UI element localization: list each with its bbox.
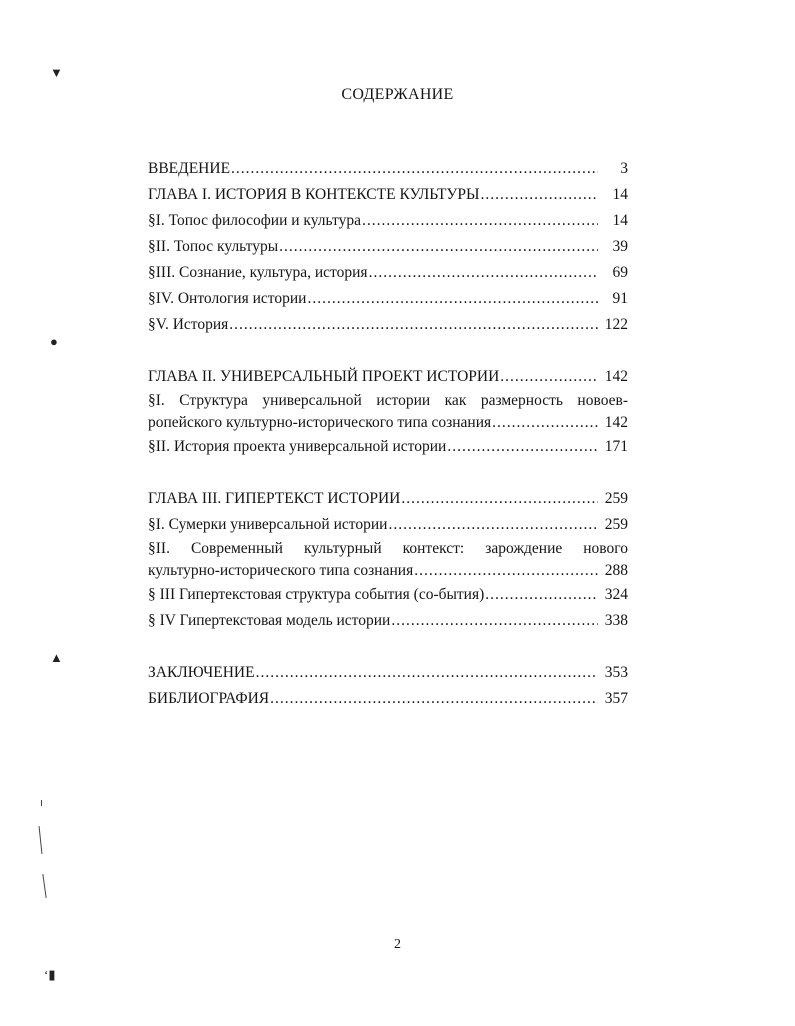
toc-entry-page: 288 [604, 562, 628, 579]
dot-leader [256, 660, 598, 686]
toc-entry-page: 3 [620, 160, 628, 177]
scan-artifact-mark: ● [50, 334, 58, 349]
toc-entry-page: 39 [612, 238, 628, 255]
dot-leader [307, 286, 598, 312]
toc-entry-page: 69 [612, 264, 628, 281]
toc-entry-page: 259 [604, 490, 628, 507]
toc-entry-page: 91 [612, 290, 628, 307]
toc-entry-label: §I. Сумерки универсальной истории [148, 516, 388, 533]
spacer [148, 634, 628, 660]
scan-artifact-mark: ‘▮ [44, 967, 56, 982]
toc-entry-ch3-section-1 [148, 512, 628, 538]
toc-entry-ch1-section-2 [148, 234, 628, 260]
toc-entry-label: § IV Гипертекстовая модель истории [148, 612, 391, 629]
dot-leader [270, 686, 598, 712]
spacer [148, 338, 628, 364]
toc-entry-label: §I. Топос философии и культура [148, 212, 361, 229]
toc-entry-page: 338 [604, 612, 628, 629]
toc-entry-label: БИБЛИОГРАФИЯ [148, 690, 270, 707]
toc-entry-page: 353 [604, 664, 628, 681]
toc-entry-label: ГЛАВА III. ГИПЕРТЕКСТ ИСТОРИИ [148, 490, 401, 507]
table-of-contents [148, 156, 628, 712]
scan-artifact-mark: ▼ [50, 65, 63, 80]
toc-entry-chapter-1 [148, 182, 628, 208]
toc-entry-label-line-2: культурно-исторического типа сознания [148, 562, 414, 579]
toc-entry-ch1-section-1 [148, 208, 628, 234]
dot-leader [481, 182, 598, 208]
toc-entry-label: § III Гипертекстовая структура события (со-бытия) [148, 586, 485, 603]
toc-entry-label: ГЛАВА II. УНИВЕРСАЛЬНЫЙ ПРОЕКТ ИСТОРИИ [148, 368, 500, 385]
toc-entry-label-line-1: §II. Современный культурный контекст: зарождение нового [148, 540, 628, 557]
scan-artifact-stroke [39, 826, 43, 854]
dot-leader [500, 364, 598, 390]
dot-leader [279, 234, 598, 260]
scan-artifact-mark: ▲ [50, 650, 63, 665]
toc-entry-ch2-section-2 [148, 434, 628, 460]
toc-entry-label: §V. История [148, 316, 229, 333]
dot-leader [369, 260, 598, 286]
toc-entry-label: §II. История проекта универсальной истории [148, 438, 447, 455]
dot-leader [447, 434, 598, 460]
dot-leader [388, 512, 598, 538]
dot-leader [362, 208, 598, 234]
toc-entry-bibliography [148, 686, 628, 712]
spacer [148, 460, 628, 486]
dot-leader [229, 312, 598, 338]
toc-entry-page: 14 [612, 212, 628, 229]
toc-entry-ch1-section-3 [148, 260, 628, 286]
dot-leader [414, 560, 598, 582]
toc-entry-ch3-section-3 [148, 582, 628, 608]
scan-artifact-stroke [41, 800, 42, 806]
toc-entry-page: 142 [604, 414, 628, 431]
page-number: 2 [394, 937, 401, 952]
toc-entry-page: 259 [604, 516, 628, 533]
dot-leader [492, 412, 598, 434]
toc-entry-page: 142 [604, 368, 628, 385]
toc-entry-label: ЗАКЛЮЧЕНИЕ [148, 664, 255, 681]
toc-entry-page: 14 [612, 186, 628, 203]
toc-entry-chapter-2 [148, 364, 628, 390]
toc-entry-label: §IV. Онтология истории [148, 290, 307, 307]
toc-entry-label: ГЛАВА I. ИСТОРИЯ В КОНТЕКСТЕ КУЛЬТУРЫ [148, 186, 480, 203]
toc-entry-ch3-section-2 [148, 538, 628, 582]
toc-entry-page: 171 [604, 438, 628, 455]
toc-entry-ch2-section-1 [148, 390, 628, 434]
toc-entry-ch3-section-4 [148, 608, 628, 634]
dot-leader [401, 486, 598, 512]
toc-entry-page: 357 [604, 690, 628, 707]
toc-entry-conclusion [148, 660, 628, 686]
toc-entry-chapter-3 [148, 486, 628, 512]
dot-leader [485, 582, 598, 608]
toc-entry-page: 122 [604, 316, 628, 333]
scan-artifact-stroke [42, 874, 46, 898]
toc-entry-page: 324 [604, 586, 628, 603]
toc-entry-ch1-section-5 [148, 312, 628, 338]
toc-entry-label: ВВЕДЕНИЕ [148, 160, 231, 177]
toc-entry-ch1-section-4 [148, 286, 628, 312]
page-title: СОДЕРЖАНИЕ [341, 86, 454, 103]
toc-entry-label-line-1: §I. Структура универсальной истории как размерность новоев- [148, 392, 628, 409]
toc-entry-label: §III. Сознание, культура, история [148, 264, 368, 281]
dot-leader [231, 156, 598, 182]
dot-leader [391, 608, 598, 634]
toc-entry-label-line-2: ропейского культурно-исторического типа сознания [148, 414, 492, 431]
toc-entry-introduction [148, 156, 628, 182]
toc-entry-label: §II. Топос культуры [148, 238, 279, 255]
